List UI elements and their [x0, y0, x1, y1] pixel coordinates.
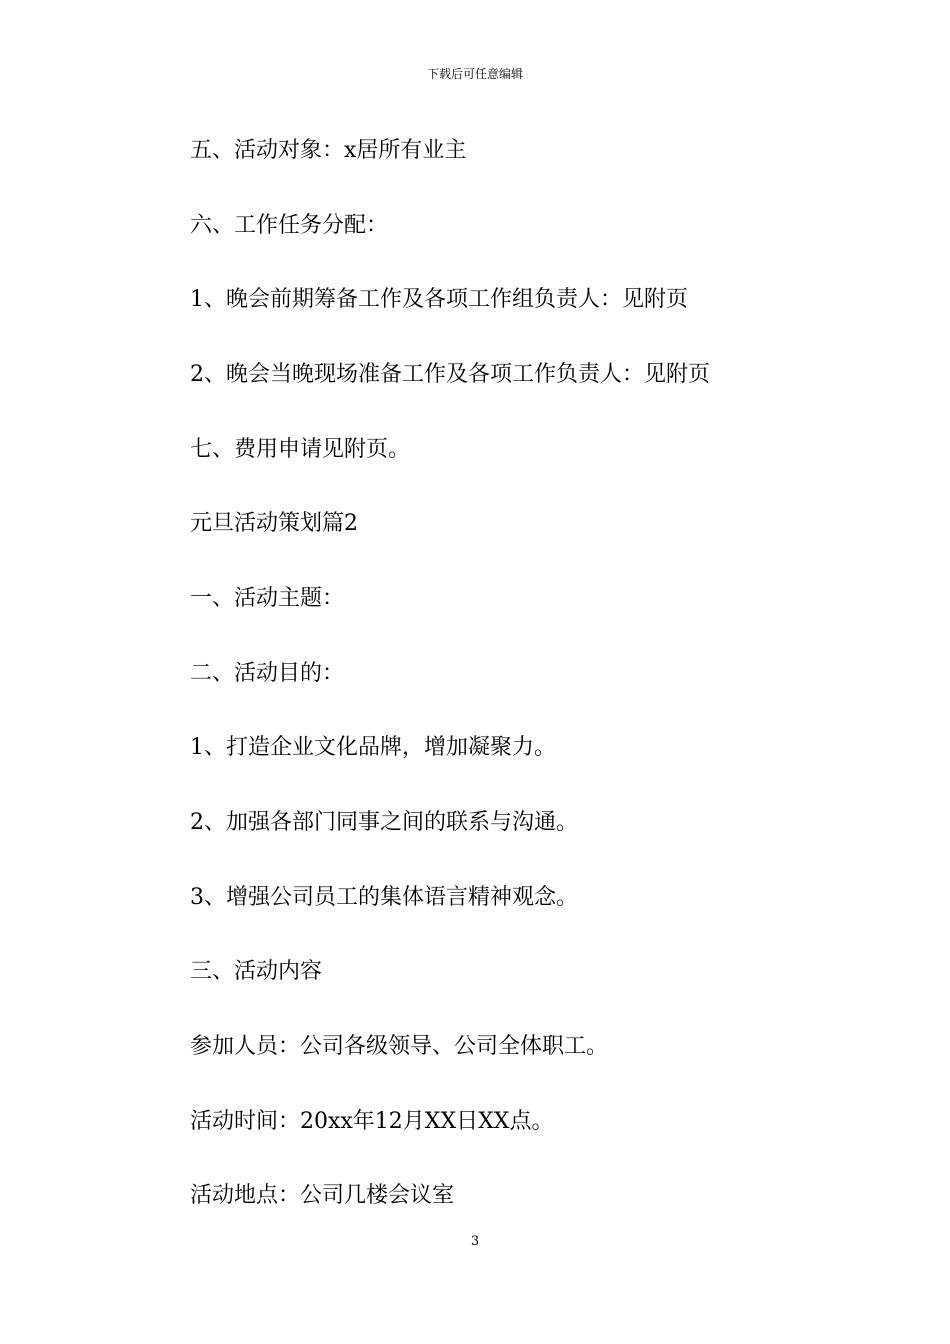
section-task-assignment: 六、工作任务分配：: [190, 213, 389, 238]
section-activity-purpose: 二、活动目的：: [190, 661, 345, 686]
section-activity-theme: 一、活动主题：: [190, 586, 345, 611]
list-item: 1、打造企业文化品牌，增加凝聚力。: [190, 735, 556, 760]
section-activity-content: 三、活动内容: [190, 959, 323, 984]
article-title: 元旦活动策划篇2: [190, 511, 358, 536]
list-item: 1、晚会前期筹备工作及各项工作组负责人：见附页: [190, 287, 688, 312]
page-number: 3: [470, 1234, 480, 1249]
section-expense: 七、费用申请见附页。: [190, 437, 411, 462]
activity-time-line: 活动时间：20xx年12月XX日XX点。: [190, 1109, 554, 1134]
list-item: 2、晚会当晚现场准备工作及各项工作负责人：见附页: [190, 362, 710, 387]
activity-location-line: 活动地点：公司几楼会议室: [190, 1183, 455, 1208]
list-item: 3、增强公司员工的集体语言精神观念。: [190, 885, 578, 910]
list-item: 2、加强各部门同事之间的联系与沟通。: [190, 810, 578, 835]
participants-line: 参加人员：公司各级领导、公司全体职工。: [190, 1034, 609, 1059]
section-activity-target: 五、活动对象：x居所有业主: [190, 138, 467, 163]
page-header: 下载后可任意编辑: [426, 67, 523, 81]
